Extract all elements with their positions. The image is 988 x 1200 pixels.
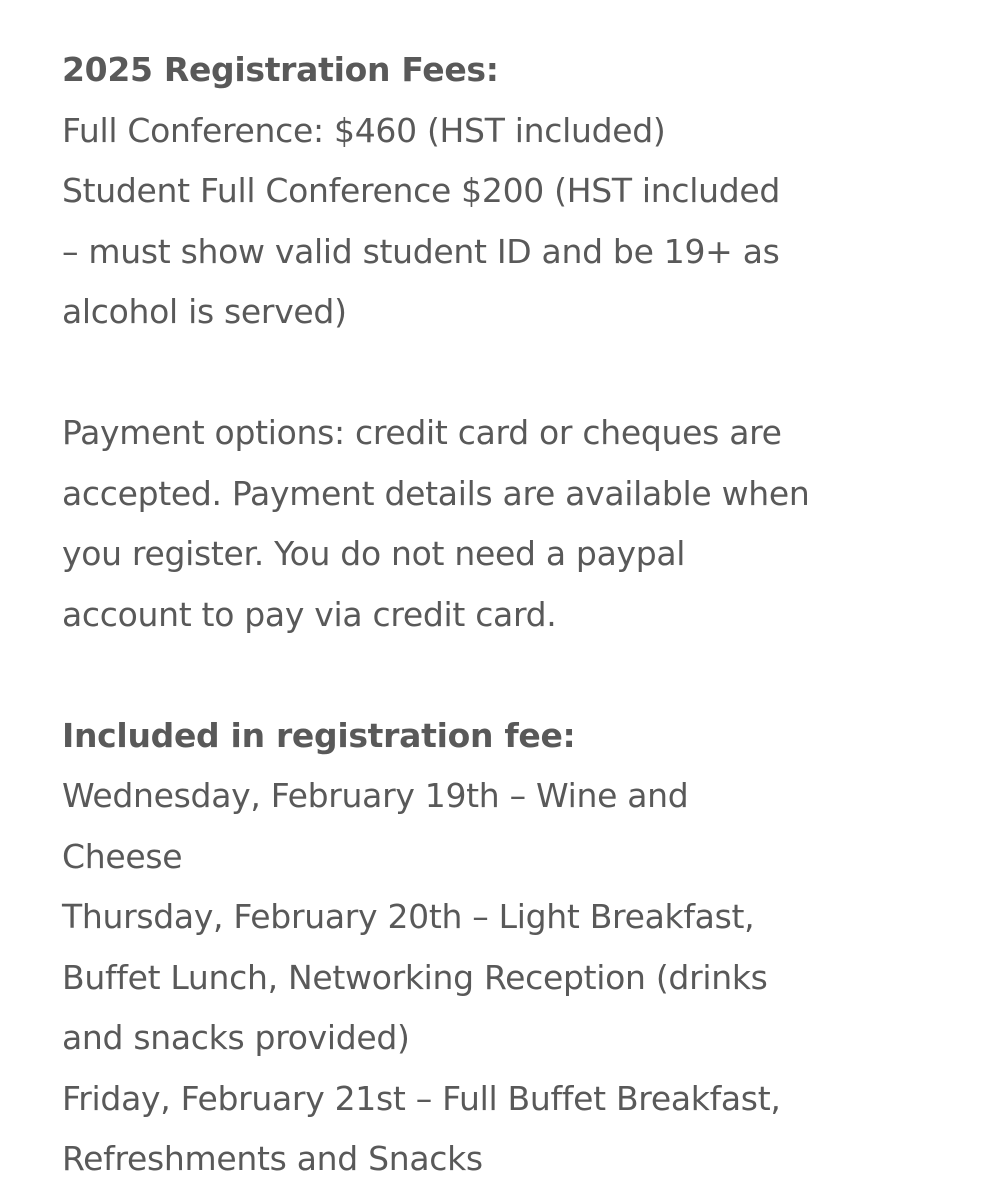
fees-heading: 2025 Registration Fees:: [62, 50, 499, 89]
document-body: [62, 40, 962, 1190]
included-line: Refreshments and Snacks: [62, 1139, 483, 1178]
fee-line: Full Conference: $460 (HST included): [62, 110, 666, 150]
payment-line: account to pay via credit card.: [62, 594, 557, 634]
included-line: Cheese: [62, 836, 183, 876]
fee-line: – must show valid student ID and be 19+ as: [62, 231, 780, 271]
payment-line: you register. You do not need a paypal: [62, 534, 686, 573]
section-spacer: [62, 343, 962, 404]
fee-line: alcohol is served): [62, 292, 347, 331]
included-line: Wednesday, February 19th – Wine and: [62, 776, 689, 815]
included-section: [62, 706, 962, 1190]
included-line: Thursday, February 20th – Light Breakfast,: [62, 897, 755, 936]
section-spacer: [62, 645, 962, 706]
fees-section: [62, 40, 962, 343]
fee-line: Student Full Conference $200 (HST included: [62, 171, 781, 210]
payment-line: Payment options: credit card or cheques are: [62, 413, 782, 452]
included-heading: Included in registration fee:: [62, 715, 576, 755]
included-line: and snacks provided): [62, 1018, 410, 1057]
payment-section: [62, 403, 962, 645]
included-line: Friday, February 21st – Full Buffet Breakfast,: [62, 1078, 781, 1118]
payment-line: accepted. Payment details are available when: [62, 473, 810, 513]
included-line: Buffet Lunch, Networking Reception (drinks: [62, 957, 768, 997]
